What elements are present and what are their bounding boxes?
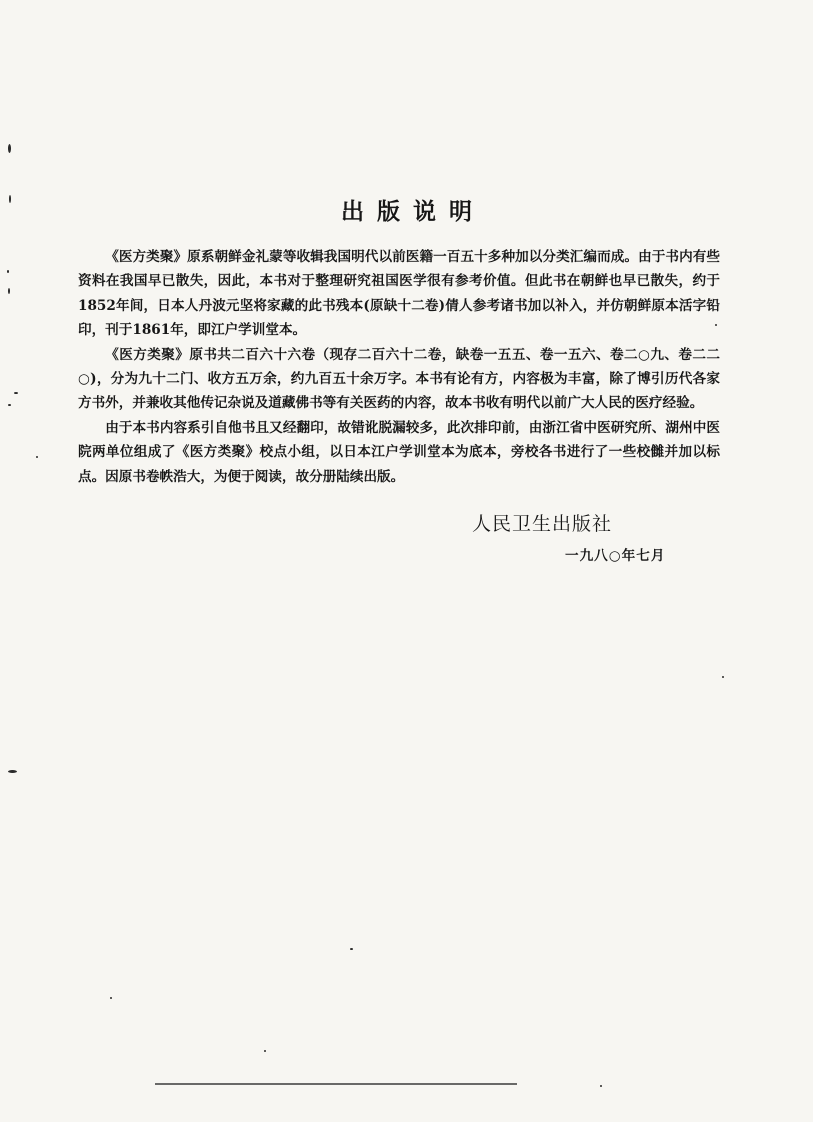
scan-speck (722, 676, 724, 678)
paragraph-2: 《医方类聚》原书共二百六十六卷（现存二百六十二卷，缺卷一五五、卷一五六、卷二○九、卷二二○)，分为九十二门、收方五万余，约九百五十余万字。本书有论有方，内容极为丰富，除了博引历代各家方书外，并兼收其他传记杂说及道藏佛书等有关医药的内容，故本书收有明代以前广大人民的医疗经验。 (78, 346, 720, 412)
scan-speck (8, 404, 11, 406)
scan-speck (8, 770, 17, 773)
body-text (78, 245, 720, 489)
scan-speck (7, 270, 9, 273)
scan-speck (8, 288, 10, 294)
scan-speck (36, 456, 38, 458)
publisher-signature: 人民卫生出版社 (472, 513, 613, 535)
scan-speck (14, 392, 18, 394)
scan-speck (110, 997, 112, 999)
paragraph-3: 由于本书内容系引自他书且又经翻印，故错讹脱漏较多，此次排印前，由浙江省中医研究所、湖州中医院两单位组成了《医方类聚》校点小组，以日本江户学训堂本为底本，旁校各书进行了一些校雠并加以标点。因原书卷帙浩大，为便于阅读，故分册陆续出版。 (78, 419, 720, 485)
scan-speck (600, 1085, 602, 1087)
scan-speck (9, 195, 11, 203)
paragraph-1: 《医方类聚》原系朝鲜金礼蒙等收辑我国明代以前医籍一百五十多种加以分类汇编而成。由于书内有些资料在我国早已散失，因此，本书对于整理研究祖国医学很有参考价值。但此书在朝鲜也早已散失，约于1852年间，日本人丹波元坚将家藏的此书残本(原缺十二卷)倩人参考诸书加以补入，并仿朝鲜原本活字铅印，刊于1861年，即江户学训堂本。 (78, 249, 720, 339)
publication-date: 一九八○年七月 (565, 548, 666, 564)
scan-bottom-line (155, 1083, 517, 1085)
scan-speck (264, 1050, 266, 1052)
scan-speck (715, 324, 717, 326)
scan-speck (350, 948, 353, 950)
page-title: 出版说明 (341, 199, 485, 225)
scan-speck (8, 144, 11, 153)
